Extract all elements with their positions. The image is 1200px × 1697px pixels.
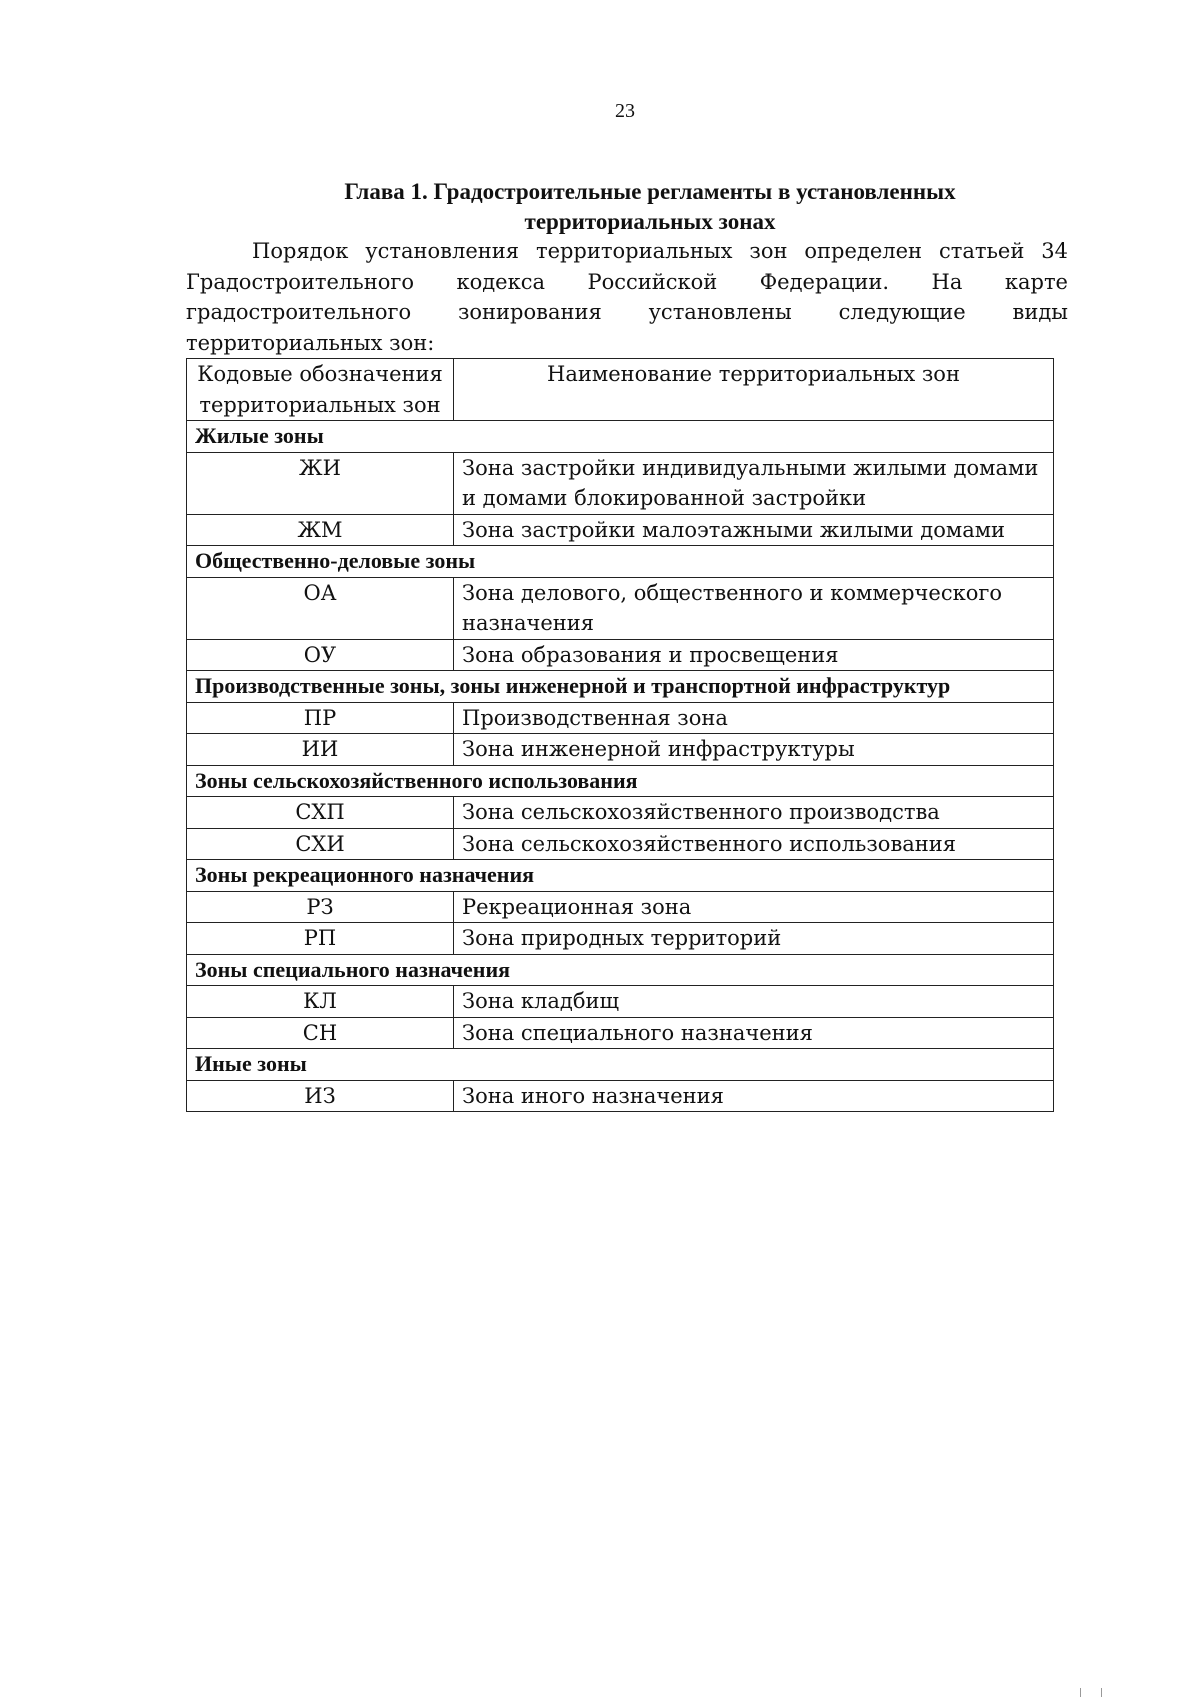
zone-name: Производственная зона — [454, 702, 1054, 734]
zone-name: Зона застройки малоэтажными жилыми домами — [454, 514, 1054, 546]
zone-code: ИЗ — [187, 1080, 454, 1112]
page-number: 23 — [615, 100, 635, 122]
group-title: Иные зоны — [187, 1049, 1054, 1081]
group-row — [187, 671, 1054, 703]
zone-name: Зона застройки индивидуальными жилыми домами и домами блокированной застройки — [454, 452, 1054, 514]
group-row — [187, 765, 1054, 797]
table-row — [187, 452, 1054, 514]
zones-table — [186, 358, 1054, 1112]
zone-code: ЖМ — [187, 514, 454, 546]
table-row — [187, 639, 1054, 671]
zone-code: СН — [187, 1017, 454, 1049]
group-title: Зоны рекреационного назначения — [187, 860, 1054, 892]
zone-code: ОУ — [187, 639, 454, 671]
group-title: Общественно-деловые зоны — [187, 546, 1054, 578]
zone-code: СХП — [187, 797, 454, 829]
zone-code: ПР — [187, 702, 454, 734]
intro-text: Порядок установления территориальных зон определен статьей 34 Градостроительного кодекса Российской Федерации. На карте градостроительного зонирования установлены следующие виды территориальных зон: — [186, 239, 1068, 355]
table-row — [187, 986, 1054, 1018]
zone-code: КЛ — [187, 986, 454, 1018]
chapter-title-line-2: территориальных зонах — [524, 209, 776, 234]
table-header-row — [187, 359, 1054, 421]
scan-edge-mark — [1080, 1688, 1102, 1697]
chapter-title-line-1: Глава 1. Градостроительные регламенты в установленных — [344, 179, 956, 204]
zone-code: СХИ — [187, 828, 454, 860]
zone-code: ЖИ — [187, 452, 454, 514]
chapter-title — [190, 177, 1110, 237]
zone-name: Зона специального назначения — [454, 1017, 1054, 1049]
group-title: Жилые зоны — [187, 421, 1054, 453]
table-row — [187, 514, 1054, 546]
table-row — [187, 1080, 1054, 1112]
zone-code: РП — [187, 923, 454, 955]
group-row — [187, 860, 1054, 892]
zone-name: Зона иного назначения — [454, 1080, 1054, 1112]
zone-name: Зона образования и просвещения — [454, 639, 1054, 671]
zone-name: Зона природных территорий — [454, 923, 1054, 955]
table-row — [187, 702, 1054, 734]
table-row — [187, 828, 1054, 860]
group-row — [187, 1049, 1054, 1081]
header-code: Кодовые обозначения территориальных зон — [187, 359, 454, 421]
table-row — [187, 797, 1054, 829]
group-title: Зоны специального назначения — [187, 954, 1054, 986]
group-row — [187, 954, 1054, 986]
zone-code: РЗ — [187, 891, 454, 923]
zone-name: Зона делового, общественного и коммерческого назначения — [454, 577, 1054, 639]
zones-table-body — [187, 421, 1054, 1112]
zone-name: Рекреационная зона — [454, 891, 1054, 923]
table-row — [187, 577, 1054, 639]
group-row — [187, 421, 1054, 453]
zone-code: ОА — [187, 577, 454, 639]
header-name: Наименование территориальных зон — [454, 359, 1054, 421]
table-row — [187, 1017, 1054, 1049]
zone-code: ИИ — [187, 734, 454, 766]
zone-name: Зона кладбищ — [454, 986, 1054, 1018]
zone-name: Зона сельскохозяйственного использования — [454, 828, 1054, 860]
zone-name: Зона инженерной инфраструктуры — [454, 734, 1054, 766]
intro-paragraph — [186, 236, 1068, 358]
table-row — [187, 891, 1054, 923]
group-title: Производственные зоны, зоны инженерной и транспортной инфраструктур — [187, 671, 1054, 703]
group-row — [187, 546, 1054, 578]
table-row — [187, 734, 1054, 766]
table-row — [187, 923, 1054, 955]
zone-name: Зона сельскохозяйственного производства — [454, 797, 1054, 829]
group-title: Зоны сельскохозяйственного использования — [187, 765, 1054, 797]
